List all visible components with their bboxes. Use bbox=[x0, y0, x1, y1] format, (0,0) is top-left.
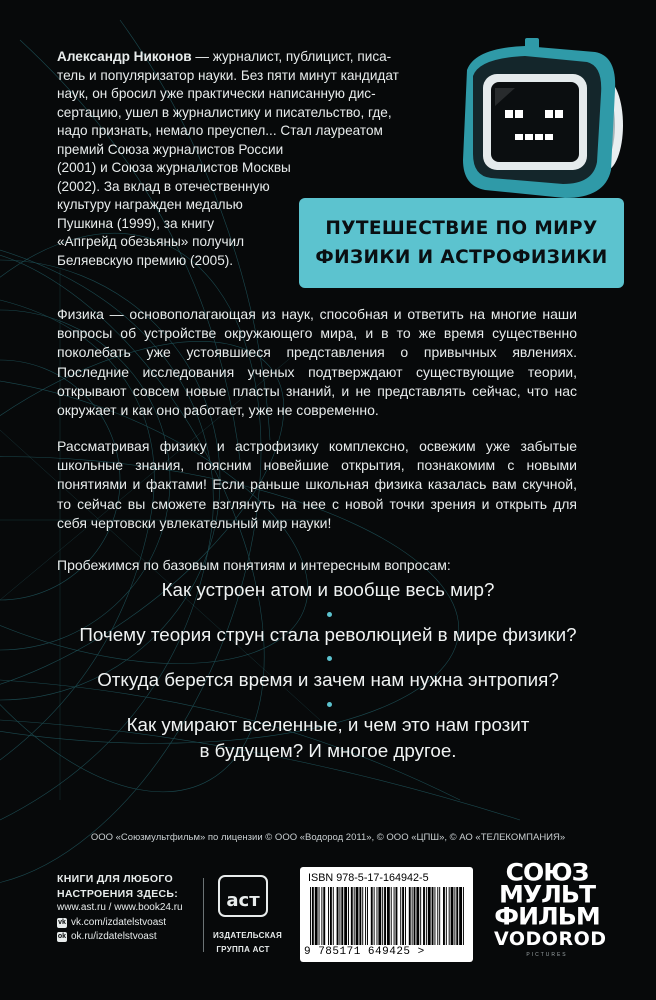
barcode-bar bbox=[432, 887, 434, 945]
ok-link[interactable]: ok.ru/izdatelstvoast bbox=[71, 931, 157, 942]
barcode-bar bbox=[365, 887, 366, 945]
author-bio-line: тель и популяризатор науки. Без пяти минут кандидат bbox=[57, 67, 399, 83]
barcode-bar bbox=[443, 887, 445, 945]
barcode-bar bbox=[333, 887, 334, 945]
isbn-text: ISBN 978-5-17-164942-5 bbox=[308, 872, 429, 884]
smf-word-3: ФИЛЬМ bbox=[494, 902, 600, 931]
barcode-bar bbox=[454, 887, 455, 945]
barcode-bar bbox=[456, 887, 458, 945]
author-bio-line: Беляевскую премию (2005). bbox=[57, 252, 234, 268]
barcode-bar bbox=[371, 887, 373, 945]
description-paragraph-2: Рассматривая физику и астрофизику комплексно, освежим уже забытые школьные знания, поясним новейшие открытия, познакомим с новыми понятиями и фактами! Если раньше школьная физика казалась вам скучной, то сейчас вы сможете взглянуть на нее с новой точки зрения и открыть для себя чертовски увлекательный мир науки! bbox=[57, 438, 577, 531]
author-bio-line: культуру награжден медалью bbox=[57, 197, 243, 212]
banner-line-2: ФИЗИКИ И АСТРОФИЗИКИ bbox=[315, 247, 608, 268]
barcode-bar bbox=[420, 887, 421, 945]
barcode-bar bbox=[310, 887, 311, 945]
bullet-dot bbox=[327, 702, 332, 707]
question-4: Как умирают вселенные, и чем это нам грозит bbox=[126, 714, 530, 735]
barcode-bar bbox=[405, 887, 406, 945]
description-paragraph-1: Физика — основополагающая из наук, способная и ответить на многие наши вопросы об устройстве окружающего мира, и в то же время существенно поколебать уже устоявшиеся представления о привычных явлениях. Последние исследования ученых подтверждают существующие теории, открывают совсем новые пласты знаний, и не представлять сейчас, что нас окружает и как оно работает, уже не современно. bbox=[57, 306, 577, 419]
barcode-bar bbox=[328, 887, 329, 945]
smf-word-1: СОЮЗ bbox=[505, 858, 589, 887]
barcode-bar bbox=[416, 887, 419, 945]
copyright-line: ООО «Союзмультфильм» по лицензии © ООО «Водород 2011», © ООО «ЦПШ», © АО «ТЕЛЕКОМПАНИЯ» bbox=[90, 832, 566, 843]
bullet-dot bbox=[327, 656, 332, 661]
books-heading-1: КНИГИ ДЛЯ ЛЮБОГО bbox=[57, 873, 173, 885]
barcode-bar bbox=[451, 887, 454, 945]
barcode-bar bbox=[321, 887, 322, 945]
vk-link-row[interactable] bbox=[57, 916, 183, 931]
barcode-bar bbox=[378, 887, 381, 945]
ast-logo-text: аст bbox=[226, 890, 260, 911]
title-banner bbox=[299, 198, 624, 288]
barcode-bar bbox=[374, 887, 375, 945]
books-heading-2: НАСТРОЕНИЯ ЗДЕСЬ: bbox=[57, 887, 179, 900]
barcode-bar bbox=[312, 887, 314, 945]
question-4-continued: в будущем? И многое другое. bbox=[199, 740, 457, 761]
ast-caption-2: ГРУППА АСТ bbox=[216, 945, 270, 954]
questions-intro: Пробежимся по базовым понятиям и интересным вопросам: bbox=[57, 557, 451, 573]
vk-link[interactable]: vk.com/izdatelstvoast bbox=[71, 916, 167, 928]
barcode-bar bbox=[396, 887, 398, 945]
barcode-bar bbox=[434, 887, 435, 945]
barcode-bar bbox=[339, 887, 340, 945]
vodorod-subtitle: PICTURES bbox=[526, 952, 568, 958]
author-bio-line: — журналист, публицист, писа- bbox=[191, 49, 392, 64]
author-bio-line: наук, он бросил уже практически написанную дис- bbox=[57, 86, 376, 101]
vodorod-logo: VODOROD bbox=[494, 928, 607, 950]
ast-logo-icon bbox=[217, 870, 269, 922]
author-bio-line: «Апгрейд обезьяны» получил bbox=[57, 234, 245, 249]
barcode-bar bbox=[409, 887, 411, 945]
barcode-bar bbox=[323, 887, 325, 945]
barcode-bar bbox=[412, 887, 413, 945]
author-name: Александр Никонов bbox=[57, 49, 192, 64]
author-bio-line: (2002). За вклад в отечественную bbox=[57, 178, 270, 194]
barcode-bar bbox=[423, 887, 425, 945]
barcode-bar bbox=[315, 887, 318, 945]
question-2: Почему теория струн стала революцией в мире физики? bbox=[79, 624, 577, 645]
bullet-dot bbox=[327, 612, 332, 617]
ast-publisher-logo bbox=[213, 870, 283, 965]
author-bio-line: (2001) и Союза журналистов Москвы bbox=[57, 160, 291, 175]
barcode-bar bbox=[439, 887, 440, 945]
barcode-bar bbox=[337, 887, 339, 945]
barcode-bar bbox=[459, 887, 462, 945]
ok-icon: ok bbox=[57, 933, 67, 941]
publisher-links bbox=[57, 872, 183, 945]
footer-separator bbox=[203, 878, 204, 952]
banner-line-1: ПУТЕШЕСТВИЕ ПО МИРУ bbox=[325, 218, 598, 239]
barcode-bar bbox=[348, 887, 349, 945]
barcode-bar bbox=[402, 887, 404, 945]
question-3: Откуда берется время и зачем нам нужна энтропия? bbox=[97, 669, 559, 690]
barcode-bar bbox=[426, 887, 427, 945]
barcode-bar bbox=[394, 887, 395, 945]
barcode-bar bbox=[446, 887, 447, 945]
barcode-bar bbox=[351, 887, 353, 945]
barcode-bar bbox=[414, 887, 416, 945]
author-bio-line: надо признать, немало преуспел... Стал лауреатом bbox=[57, 123, 383, 138]
barcode-bar bbox=[428, 887, 431, 945]
ok-link-row[interactable] bbox=[57, 930, 183, 945]
author-bio-line: сертацию, ушел в журналистику и писательство, где, bbox=[57, 104, 392, 120]
barcode-bar bbox=[359, 887, 361, 945]
barcode-bar bbox=[463, 887, 464, 945]
isbn-barcode bbox=[300, 867, 473, 962]
barcode-bar bbox=[356, 887, 359, 945]
barcode-bar bbox=[341, 887, 343, 945]
barcode-bar bbox=[449, 887, 450, 945]
barcode-bar bbox=[400, 887, 401, 945]
ast-caption-1: ИЗДАТЕЛЬСКАЯ bbox=[213, 931, 283, 940]
barcode-bar bbox=[382, 887, 383, 945]
barcode-bars bbox=[308, 887, 468, 945]
barcode-bar bbox=[387, 887, 390, 945]
barcode-bar bbox=[330, 887, 332, 945]
vk-icon: vk bbox=[58, 918, 66, 926]
barcode-bar bbox=[377, 887, 378, 945]
robot-illustration bbox=[455, 30, 625, 200]
barcode-number: 9 785171 649425 > bbox=[304, 946, 425, 958]
barcode-bar bbox=[437, 887, 438, 945]
barcode-bar bbox=[391, 887, 392, 945]
author-bio-line: Пушкина (1999), за книгу bbox=[57, 215, 215, 231]
barcode-bar bbox=[344, 887, 347, 945]
question-1: Как устроен атом и вообще весь мир? bbox=[161, 579, 495, 600]
author-bio-line: премий Союза журналистов России bbox=[57, 141, 284, 157]
barcode-bar bbox=[319, 887, 320, 945]
barcode-bar bbox=[384, 887, 386, 945]
barcode-bar bbox=[367, 887, 368, 945]
smf-word-2: МУЛЬТ bbox=[498, 880, 596, 909]
barcode-bar bbox=[354, 887, 355, 945]
barcode-bar bbox=[362, 887, 363, 945]
soyuzmultfilm-logo bbox=[492, 858, 602, 931]
website-link[interactable]: www.ast.ru / www.book24.ru bbox=[57, 902, 183, 913]
